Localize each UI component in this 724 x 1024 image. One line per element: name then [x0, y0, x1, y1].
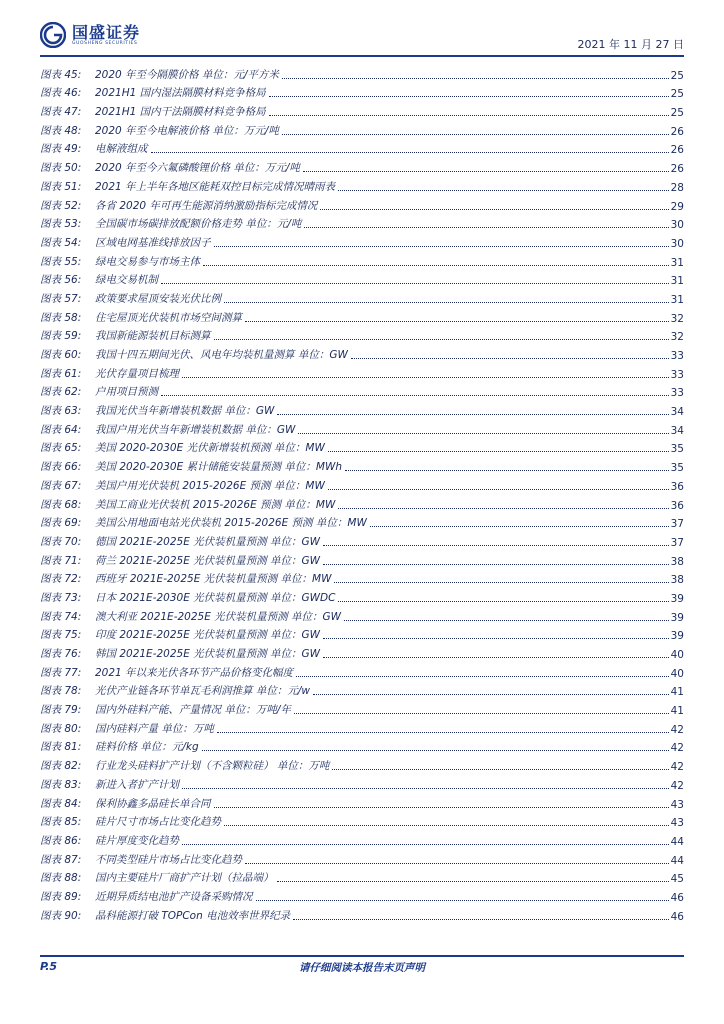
toc-entry-page: 42	[670, 779, 684, 792]
toc-dot-leader	[328, 451, 669, 452]
toc-dot-leader	[282, 78, 669, 79]
toc-entry[interactable]	[40, 269, 684, 288]
toc-entry[interactable]	[40, 399, 684, 418]
toc-entry-title: 2020 年至今隔膜价格 单位：元/平方米	[95, 68, 279, 81]
toc-entry[interactable]	[40, 811, 684, 830]
toc-entry[interactable]	[40, 213, 684, 232]
toc-entry[interactable]	[40, 138, 684, 157]
toc-entry[interactable]	[40, 82, 684, 101]
toc-entry-title: 2021 年上半年各地区能耗双控目标完成情况晴雨表	[95, 180, 336, 193]
toc-entry-label: 图表 61:	[40, 367, 82, 380]
toc-entry-title: 我国新能源装机目标测算	[95, 330, 211, 343]
toc-dot-leader	[323, 638, 669, 639]
toc-entry-page: 46	[670, 910, 684, 923]
toc-entry-title: 印度 2021E-2025E 光伏装机量预测 单位：GW	[95, 629, 321, 642]
toc-entry-title: 硅片尺寸市场占比变化趋势	[95, 816, 221, 829]
footer-divider	[40, 955, 684, 957]
toc-entry-title: 不同类型硅片市场占比变化趋势	[95, 853, 242, 866]
toc-entry[interactable]	[40, 586, 684, 605]
toc-entry[interactable]	[40, 885, 684, 904]
toc-dot-leader	[282, 134, 669, 135]
toc-entry-label: 图表 84:	[40, 797, 82, 810]
toc-entry-page: 26	[670, 144, 684, 157]
toc-entry-page: 43	[670, 798, 684, 811]
toc-entry-label: 图表 90:	[40, 909, 82, 922]
toc-entry[interactable]	[40, 231, 684, 250]
toc-dot-leader	[338, 601, 668, 602]
toc-entry-label: 图表 66:	[40, 461, 82, 474]
toc-entry-page: 42	[670, 742, 684, 755]
page-header	[0, 0, 724, 60]
toc-entry[interactable]	[40, 63, 684, 82]
toc-dot-leader	[245, 321, 669, 322]
toc-entry-title: 美国 2020-2030E 累计储能安装量预测 单位：MWh	[95, 461, 342, 474]
toc-entry-label: 图表 57:	[40, 292, 82, 305]
toc-entry-title: 近期异质结电池扩产设备采购情况	[95, 890, 253, 903]
toc-entry-title: 韩国 2021E-2025E 光伏装机量预测 单位：GW	[95, 648, 321, 660]
toc-entry[interactable]	[40, 530, 684, 549]
toc-entry-label: 图表 45:	[40, 68, 82, 81]
toc-entry-title: 2021 年以来光伏各环节产品价格变化幅度	[95, 666, 294, 679]
toc-entry-page: 44	[670, 835, 684, 848]
toc-entry-label: 图表 72:	[40, 573, 82, 586]
toc-entry-label: 图表 89:	[40, 890, 82, 903]
toc-entry-title: 绿电交易机制	[95, 274, 158, 287]
toc-dot-leader	[277, 881, 669, 882]
toc-entry-label: 图表 81:	[40, 741, 82, 754]
toc-entry-title: 美国公用地面电站光伏装机 2015-2026E 预测 单位：MW	[95, 517, 367, 530]
toc-entry[interactable]	[40, 250, 684, 269]
toc-entry-page: 36	[670, 499, 684, 512]
toc-entry-label: 图表 67:	[40, 479, 82, 492]
toc-entry[interactable]	[40, 287, 684, 306]
toc-entry-label: 图表 69:	[40, 517, 82, 530]
toc-entry-title: 硅片厚度变化趋势	[95, 834, 179, 847]
toc-entry[interactable]	[40, 455, 684, 474]
toc-entry[interactable]	[40, 418, 684, 437]
page-number: P.5	[40, 960, 58, 973]
toc-entry-title: 西班牙 2021E-2025E 光伏装机量预测 单位：MW	[95, 573, 332, 586]
toc-entry-page: 31	[670, 293, 684, 306]
toc-entry-title: 2021H1 国内干法隔膜材料竞争格局	[95, 106, 266, 119]
toc-entry-title: 2021H1 国内湿法隔膜材料竞争格局	[95, 87, 266, 100]
toc-entry-page: 44	[670, 854, 684, 867]
toc-entry-page: 30	[670, 237, 684, 250]
toc-entry-title: 电解液组成	[95, 143, 148, 156]
toc-entry-title: 行业龙头硅料扩产计划（不含颗粒硅） 单位：万吨	[95, 760, 330, 773]
toc-dot-leader	[344, 620, 669, 621]
toc-entry-label: 图表 49:	[40, 143, 82, 156]
toc-entry[interactable]	[40, 904, 684, 923]
toc-entry[interactable]	[40, 175, 684, 194]
toc-entry[interactable]	[40, 829, 684, 848]
toc-dot-leader	[203, 265, 669, 266]
toc-entry-page: 32	[670, 331, 684, 344]
toc-dot-leader	[182, 377, 669, 378]
toc-entry-title: 美国户用光伏装机 2015-2026E 预测 单位：MW	[95, 479, 325, 492]
toc-entry-title: 全国碳市场碳排放配额价格走势 单位：元/吨	[95, 218, 302, 231]
toc-entry[interactable]	[40, 306, 684, 325]
toc-entry[interactable]	[40, 343, 684, 362]
toc-entry[interactable]	[40, 773, 684, 792]
toc-entry[interactable]	[40, 754, 684, 773]
toc-entry-label: 图表 80:	[40, 722, 82, 735]
toc-dot-leader	[304, 227, 668, 228]
toc-entry[interactable]	[40, 493, 684, 512]
toc-entry[interactable]	[40, 680, 684, 699]
toc-entry-title: 晶科能源打破 TOPCon 电池效率世界纪录	[95, 909, 291, 922]
toc-entry[interactable]	[40, 100, 684, 119]
figure-list	[40, 63, 684, 923]
toc-entry[interactable]	[40, 792, 684, 811]
toc-entry[interactable]	[40, 156, 684, 175]
toc-dot-leader	[217, 732, 669, 733]
toc-entry-page: 25	[670, 88, 684, 101]
toc-entry-label: 图表 70:	[40, 535, 82, 548]
toc-entry-label: 图表 85:	[40, 816, 82, 829]
toc-entry-label: 图表 62:	[40, 386, 82, 399]
toc-dot-leader	[277, 414, 668, 415]
toc-entry-title: 硅料价格 单位：元/kg	[95, 741, 199, 754]
toc-entry-page: 40	[670, 649, 684, 661]
toc-entry-label: 图表 58:	[40, 311, 82, 324]
toc-entry-page: 45	[670, 873, 684, 886]
toc-dot-leader	[269, 115, 669, 116]
toc-entry-label: 图表 60:	[40, 349, 82, 361]
toc-entry-page: 38	[670, 555, 684, 568]
toc-entry[interactable]	[40, 437, 684, 456]
toc-entry-page: 37	[670, 536, 684, 549]
toc-entry-page: 28	[670, 181, 684, 194]
toc-entry-title: 2020 年至今六氟磷酸锂价格 单位：万元/吨	[95, 162, 300, 175]
toc-entry-title: 保利协鑫多晶硅长单合同	[95, 797, 211, 810]
toc-dot-leader	[224, 825, 669, 826]
toc-entry-title: 美国工商业光伏装机 2015-2026E 预测 单位：MW	[95, 498, 336, 511]
toc-entry-title: 户用项目预测	[95, 386, 158, 399]
toc-entry-page: 35	[670, 462, 684, 475]
toc-dot-leader	[303, 171, 669, 172]
toc-entry-label: 图表 50:	[40, 162, 82, 175]
toc-entry-page: 39	[670, 592, 684, 605]
toc-entry[interactable]	[40, 717, 684, 736]
toc-entry-title: 新进入者扩产计划	[95, 778, 179, 791]
toc-dot-leader	[323, 657, 669, 658]
toc-entry-label: 图表 46:	[40, 87, 82, 100]
logo-icon	[40, 22, 66, 48]
toc-entry-page: 34	[670, 406, 684, 419]
toc-entry-label: 图表 65:	[40, 442, 82, 455]
toc-entry-page: 30	[670, 219, 684, 232]
toc-entry-title: 政策要求屋顶安装光伏比例	[95, 292, 221, 305]
toc-entry[interactable]	[40, 512, 684, 531]
toc-dot-leader	[269, 96, 669, 97]
toc-entry-title: 光伏存量项目梳理	[95, 367, 179, 380]
toc-dot-leader	[298, 433, 668, 434]
toc-entry-page: 42	[670, 723, 684, 736]
toc-entry-label: 图表 48:	[40, 124, 82, 137]
toc-entry[interactable]	[40, 119, 684, 138]
toc-dot-leader	[338, 190, 669, 191]
toc-entry-label: 图表 83:	[40, 778, 82, 791]
toc-dot-leader	[334, 582, 668, 583]
toc-dot-leader	[214, 339, 669, 340]
toc-entry-label: 图表 47:	[40, 106, 82, 119]
toc-entry-label: 图表 79:	[40, 704, 82, 717]
toc-entry[interactable]	[40, 698, 684, 717]
toc-dot-leader	[214, 246, 669, 247]
toc-dot-leader	[345, 470, 669, 471]
toc-entry-label: 图表 59:	[40, 330, 82, 343]
toc-entry-label: 图表 82:	[40, 760, 82, 773]
toc-entry[interactable]	[40, 568, 684, 587]
toc-entry-page: 38	[670, 574, 684, 587]
toc-entry-label: 图表 52:	[40, 199, 82, 212]
toc-entry-label: 图表 76:	[40, 648, 82, 660]
toc-entry-title: 荷兰 2021E-2025E 光伏装机量预测 单位：GW	[95, 554, 321, 567]
toc-dot-leader	[328, 489, 669, 490]
toc-entry-title: 德国 2021E-2025E 光伏装机量预测 单位：GW	[95, 535, 321, 548]
toc-entry-title: 国内外硅料产能、产量情况 单位：万吨/年	[95, 704, 291, 717]
toc-entry-label: 图表 68:	[40, 498, 82, 511]
toc-entry-page: 25	[670, 69, 684, 82]
toc-entry-label: 图表 87:	[40, 853, 82, 866]
company-logo	[40, 22, 140, 48]
disclaimer-note: 请仔细阅读本报告末页声明	[299, 962, 425, 974]
toc-entry-label: 图表 74:	[40, 610, 82, 623]
toc-dot-leader	[296, 676, 669, 677]
report-date: 2021 年 11 月 27 日	[577, 38, 684, 51]
toc-dot-leader	[214, 807, 669, 808]
toc-entry-title: 我国光伏当年新增装机数据 单位：GW	[95, 405, 275, 418]
toc-dot-leader	[202, 750, 669, 751]
toc-entry[interactable]	[40, 736, 684, 755]
toc-entry-page: 31	[670, 256, 684, 269]
toc-entry[interactable]	[40, 474, 684, 493]
toc-entry-title: 澳大利亚 2021E-2025E 光伏装机量预测 单位：GW	[95, 610, 342, 623]
toc-dot-leader	[323, 564, 669, 565]
toc-entry[interactable]	[40, 549, 684, 568]
toc-entry-title: 2020 年至今电解液价格 单位：万元/吨	[95, 124, 279, 137]
toc-entry[interactable]	[40, 381, 684, 400]
toc-dot-leader	[313, 694, 669, 695]
toc-dot-leader	[161, 283, 669, 284]
toc-dot-leader	[256, 900, 669, 901]
toc-dot-leader	[294, 713, 669, 714]
toc-dot-leader	[332, 769, 668, 770]
toc-entry-label: 图表 75:	[40, 629, 82, 642]
toc-entry[interactable]	[40, 642, 684, 661]
toc-entry-page: 40	[670, 667, 684, 680]
toc-entry-title: 住宅屋顶光伏装机市场空间测算	[95, 311, 242, 324]
toc-entry-label: 图表 56:	[40, 274, 82, 287]
toc-entry-page: 33	[670, 368, 684, 381]
toc-entry-page: 26	[670, 125, 684, 138]
toc-entry-page: 41	[670, 705, 684, 718]
logo-english-name: GUOSHENG SECURITIES	[72, 40, 138, 46]
toc-entry-page: 33	[670, 387, 684, 400]
toc-entry-page: 25	[670, 107, 684, 120]
toc-entry-page: 37	[670, 518, 684, 531]
toc-dot-leader	[151, 152, 669, 153]
toc-entry-label: 图表 88:	[40, 872, 82, 885]
toc-entry-label: 图表 54:	[40, 236, 82, 249]
toc-entry-page: 43	[670, 817, 684, 830]
toc-entry-title: 绿电交易参与市场主体	[95, 255, 200, 268]
toc-entry-label: 图表 51:	[40, 180, 82, 193]
toc-dot-leader	[224, 302, 669, 303]
toc-entry-label: 图表 78:	[40, 685, 82, 698]
toc-entry-page: 34	[670, 424, 684, 437]
toc-entry-label: 图表 53:	[40, 218, 82, 231]
toc-entry[interactable]	[40, 661, 684, 680]
toc-dot-leader	[182, 788, 669, 789]
toc-entry[interactable]	[40, 194, 684, 213]
toc-entry[interactable]	[40, 325, 684, 344]
toc-dot-leader	[338, 508, 668, 509]
toc-entry-page: 39	[670, 630, 684, 643]
toc-dot-leader	[245, 863, 669, 864]
toc-entry-title: 我国十四五期间光伏、风电年均装机量测算 单位：GW	[95, 349, 348, 361]
toc-entry[interactable]	[40, 867, 684, 886]
toc-entry-label: 图表 63:	[40, 405, 82, 418]
toc-entry-page: 39	[670, 611, 684, 624]
logo-chinese-name: 国盛证券	[72, 22, 141, 42]
toc-entry-title: 美国 2020-2030E 光伏新增装机预测 单位：MW	[95, 442, 325, 455]
toc-entry-label: 图表 64:	[40, 423, 82, 436]
toc-entry-page: 31	[670, 275, 684, 288]
header-divider	[40, 55, 684, 57]
toc-dot-leader	[370, 526, 669, 527]
toc-dot-leader	[182, 844, 669, 845]
toc-entry-label: 图表 86:	[40, 834, 82, 847]
toc-entry[interactable]	[40, 605, 684, 624]
toc-entry-page: 41	[670, 686, 684, 699]
toc-entry-label: 图表 73:	[40, 591, 82, 604]
toc-entry-page: 46	[670, 891, 684, 904]
toc-dot-leader	[351, 358, 669, 359]
toc-entry[interactable]	[40, 848, 684, 867]
toc-entry-label: 图表 55:	[40, 255, 82, 268]
toc-entry-page: 26	[670, 163, 684, 176]
toc-dot-leader	[161, 395, 669, 396]
toc-entry[interactable]	[40, 362, 684, 381]
toc-entry-label: 图表 71:	[40, 554, 82, 567]
toc-entry-page: 42	[670, 761, 684, 774]
toc-entry-title: 我国户用光伏当年新增装机数据 单位：GW	[95, 423, 296, 436]
toc-entry-page: 33	[670, 350, 684, 362]
toc-entry-page: 32	[670, 312, 684, 325]
toc-entry-title: 光伏产业链各环节单瓦毛利润推算 单位：元/w	[95, 685, 310, 698]
toc-entry-title: 国内主要硅片厂商扩产计划（拉晶端）	[95, 872, 274, 885]
toc-entry-title: 日本 2021E-2030E 光伏装机量预测 单位：GWDC	[95, 591, 336, 604]
toc-dot-leader	[293, 919, 669, 920]
toc-entry-label: 图表 77:	[40, 666, 82, 679]
toc-entry-page: 29	[670, 200, 684, 213]
toc-entry-page: 35	[670, 443, 684, 456]
toc-dot-leader	[323, 545, 669, 546]
toc-entry-page: 36	[670, 480, 684, 493]
toc-entry[interactable]	[40, 624, 684, 643]
toc-entry-title: 区域电网基准线排放因子	[95, 236, 211, 249]
toc-dot-leader	[320, 209, 668, 210]
toc-entry-title: 各省 2020 年可再生能源消纳激励指标完成情况	[95, 199, 318, 212]
toc-entry-title: 国内硅料产量 单位：万吨	[95, 722, 214, 735]
